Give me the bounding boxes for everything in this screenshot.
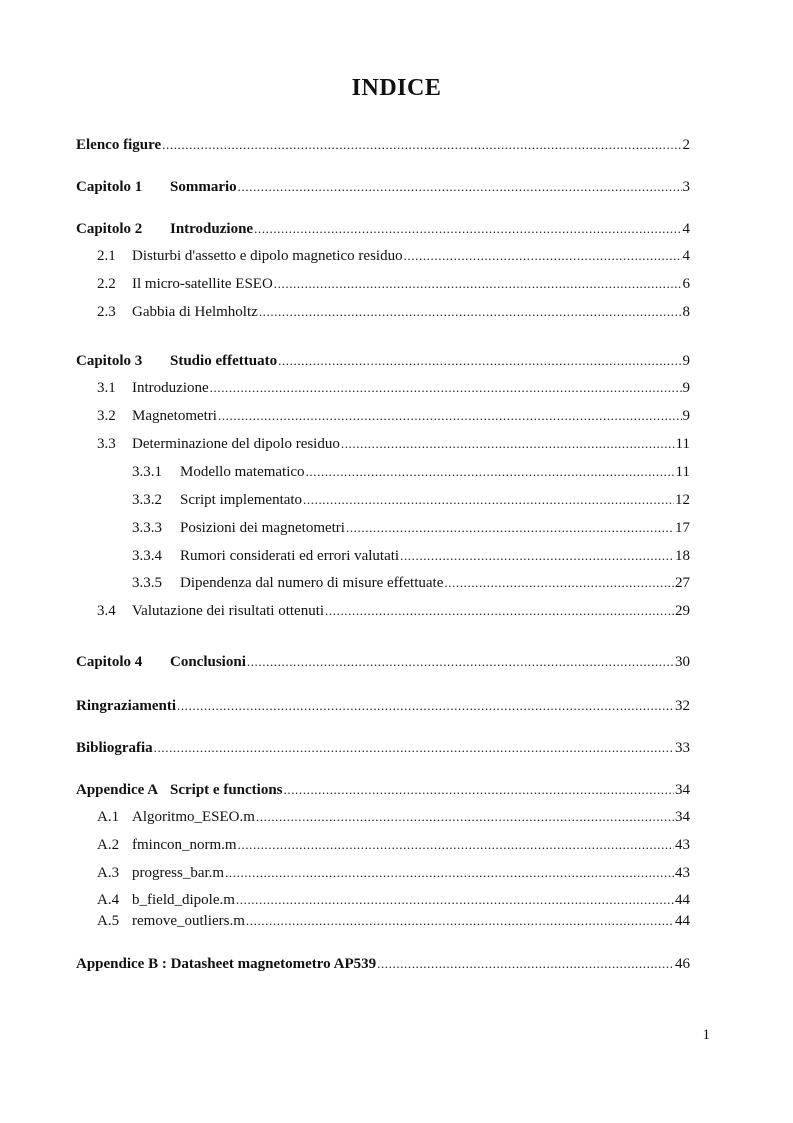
toc-entry[interactable] bbox=[97, 301, 690, 323]
toc-entry-title: Dipendenza dal numero di misure effettuate bbox=[180, 575, 444, 591]
toc-entry-page: 9 bbox=[682, 380, 690, 396]
toc-entry-page: 12 bbox=[675, 492, 690, 508]
dot-leader bbox=[238, 834, 674, 856]
toc-entry[interactable] bbox=[76, 953, 690, 975]
toc-entry[interactable] bbox=[97, 889, 690, 911]
toc-entry[interactable] bbox=[76, 350, 690, 372]
toc-entry-page: 2 bbox=[682, 137, 690, 153]
toc-entry-page: 17 bbox=[675, 520, 690, 536]
dot-leader bbox=[278, 350, 681, 372]
toc-entry-number: 2.3 bbox=[97, 304, 116, 320]
toc-entry-number: 3.1 bbox=[97, 380, 116, 396]
toc-entry-page: 29 bbox=[675, 603, 690, 619]
toc-entry-title: Determinazione del dipolo residuo bbox=[132, 436, 340, 452]
toc-entry-page: 34 bbox=[675, 809, 690, 825]
toc-entry-page: 43 bbox=[675, 865, 690, 881]
toc-entry-page: 4 bbox=[682, 221, 690, 237]
dot-leader bbox=[236, 889, 674, 911]
dot-leader bbox=[256, 806, 674, 828]
toc-entry-page: 3 bbox=[682, 179, 690, 195]
toc-entry[interactable] bbox=[76, 176, 690, 198]
toc-entry-title: Disturbi d'assetto e dipolo magnetico residuo bbox=[132, 248, 403, 264]
toc-entry[interactable] bbox=[97, 245, 690, 267]
toc-entry[interactable] bbox=[97, 433, 690, 455]
toc-entry-title: b_field_dipole.m bbox=[132, 892, 235, 908]
toc-entry-title: Introduzione bbox=[170, 221, 254, 237]
dot-leader bbox=[444, 572, 674, 594]
toc-entry[interactable] bbox=[97, 910, 690, 932]
toc-entry-page: 43 bbox=[675, 837, 690, 853]
toc-entry-number: Capitolo 3 bbox=[76, 353, 143, 369]
toc-entry[interactable] bbox=[97, 405, 690, 427]
toc-entry-page: 44 bbox=[675, 892, 690, 908]
toc-entry[interactable] bbox=[97, 862, 690, 884]
toc-entry[interactable] bbox=[76, 218, 690, 240]
toc-entry-number: Capitolo 2 bbox=[76, 221, 143, 237]
toc-entry-number: 3.2 bbox=[97, 408, 116, 424]
dot-leader bbox=[247, 651, 674, 673]
toc-entry-title: Sommario bbox=[170, 179, 237, 195]
toc-entry-page: 11 bbox=[675, 436, 690, 452]
toc-entry[interactable] bbox=[97, 806, 690, 828]
toc-entry-number: Capitolo 4 bbox=[76, 654, 143, 670]
page-number: 1 bbox=[702, 1027, 710, 1043]
toc-entry-title: Ringraziamenti bbox=[76, 698, 176, 714]
toc-entry[interactable] bbox=[76, 134, 690, 156]
toc-entry-title: Magnetometri bbox=[132, 408, 217, 424]
toc-entry-page: 32 bbox=[675, 698, 690, 714]
page-title: INDICE bbox=[351, 75, 442, 101]
toc-entry-title: progress_bar.m bbox=[132, 865, 225, 881]
dot-leader bbox=[377, 953, 674, 975]
dot-leader bbox=[346, 517, 674, 539]
dot-leader bbox=[303, 489, 674, 511]
dot-leader bbox=[341, 433, 675, 455]
toc-entry-number: A.5 bbox=[97, 913, 120, 929]
toc-entry-title: fmincon_norm.m bbox=[132, 837, 237, 853]
toc-entry-page: 9 bbox=[682, 408, 690, 424]
dot-leader bbox=[225, 862, 674, 884]
toc-entry-number: A.1 bbox=[97, 809, 120, 825]
toc-entry[interactable] bbox=[97, 273, 690, 295]
toc-entry-title: Il micro-satellite ESEO bbox=[132, 276, 273, 292]
toc-entry[interactable] bbox=[132, 489, 690, 511]
toc-entry-title: Modello matematico bbox=[180, 464, 305, 480]
toc-entry-number: 3.4 bbox=[97, 603, 116, 619]
toc-entry[interactable] bbox=[132, 517, 690, 539]
toc-entry-number: 2.1 bbox=[97, 248, 116, 264]
toc-entry-title: Posizioni dei magnetometri bbox=[180, 520, 345, 536]
toc-entry[interactable] bbox=[76, 737, 690, 759]
toc-entry-title: Script e functions bbox=[170, 782, 283, 798]
toc-entry-page: 11 bbox=[675, 464, 690, 480]
dot-leader bbox=[162, 134, 681, 156]
toc-entry-title: Rumori considerati ed errori valutati bbox=[180, 548, 400, 564]
dot-leader bbox=[238, 176, 682, 198]
toc-entry[interactable] bbox=[132, 461, 690, 483]
toc-entry-page: 33 bbox=[675, 740, 690, 756]
toc-entry-title: Gabbia di Helmholtz bbox=[132, 304, 258, 320]
toc-entry[interactable] bbox=[76, 695, 690, 717]
toc-entry-number: 3.3.3 bbox=[132, 520, 162, 536]
toc-entry-page: 18 bbox=[675, 548, 690, 564]
dot-leader bbox=[246, 910, 674, 932]
toc-entry-title: Valutazione dei risultati ottenuti bbox=[132, 603, 325, 619]
dot-leader bbox=[210, 377, 682, 399]
toc-entry-title: Studio effettuato bbox=[170, 353, 278, 369]
dot-leader bbox=[274, 273, 682, 295]
dot-leader bbox=[254, 218, 681, 240]
toc-entry-title: Introduzione bbox=[132, 380, 209, 396]
toc-entry-page: 4 bbox=[682, 248, 690, 264]
toc-entry-title: Appendice B : Datasheet magnetometro AP539 bbox=[76, 956, 377, 972]
toc-entry-number: Capitolo 1 bbox=[76, 179, 143, 195]
toc-entry[interactable] bbox=[97, 600, 690, 622]
dot-leader bbox=[400, 545, 674, 567]
toc-entry-title: remove_outliers.m bbox=[132, 913, 245, 929]
toc-entry[interactable] bbox=[97, 834, 690, 856]
toc-entry-title: Algoritmo_ESEO.m bbox=[132, 809, 255, 825]
toc-entry-page: 44 bbox=[675, 913, 690, 929]
toc-entry-title: Conclusioni bbox=[170, 654, 246, 670]
dot-leader bbox=[404, 245, 682, 267]
toc-entry-number: A.4 bbox=[97, 892, 120, 908]
dot-leader bbox=[306, 461, 675, 483]
toc-entry[interactable] bbox=[76, 651, 690, 673]
dot-leader bbox=[259, 301, 682, 323]
toc-entry-number: 3.3.2 bbox=[132, 492, 162, 508]
toc-entry-title: Bibliografia bbox=[76, 740, 153, 756]
dot-leader bbox=[218, 405, 682, 427]
dot-leader bbox=[154, 737, 674, 759]
toc-entry-title: Elenco figure bbox=[76, 137, 162, 153]
toc-entry-number: 3.3 bbox=[97, 436, 116, 452]
toc-entry-number: Appendice A bbox=[76, 782, 159, 798]
toc-entry-number: 3.3.1 bbox=[132, 464, 162, 480]
dot-leader bbox=[284, 779, 675, 801]
toc-entry[interactable] bbox=[132, 572, 690, 594]
dot-leader bbox=[177, 695, 674, 717]
toc-entry[interactable] bbox=[76, 779, 690, 801]
toc-entry-number: 2.2 bbox=[97, 276, 116, 292]
toc-entry-number: A.2 bbox=[97, 837, 120, 853]
toc-entry-number: 3.3.5 bbox=[132, 575, 162, 591]
toc-entry-title: Script implementato bbox=[180, 492, 303, 508]
dot-leader bbox=[325, 600, 674, 622]
toc-entry-page: 46 bbox=[675, 956, 690, 972]
toc-entry-page: 9 bbox=[682, 353, 690, 369]
toc-entry-page: 6 bbox=[682, 276, 690, 292]
toc-entry[interactable] bbox=[97, 377, 690, 399]
toc-entry-number: 3.3.4 bbox=[132, 548, 162, 564]
toc-entry-page: 27 bbox=[675, 575, 690, 591]
toc-entry-page: 30 bbox=[675, 654, 690, 670]
toc-entry[interactable] bbox=[132, 545, 690, 567]
toc-entry-page: 8 bbox=[682, 304, 690, 320]
toc-entry-number: A.3 bbox=[97, 865, 120, 881]
toc-entry-page: 34 bbox=[675, 782, 690, 798]
